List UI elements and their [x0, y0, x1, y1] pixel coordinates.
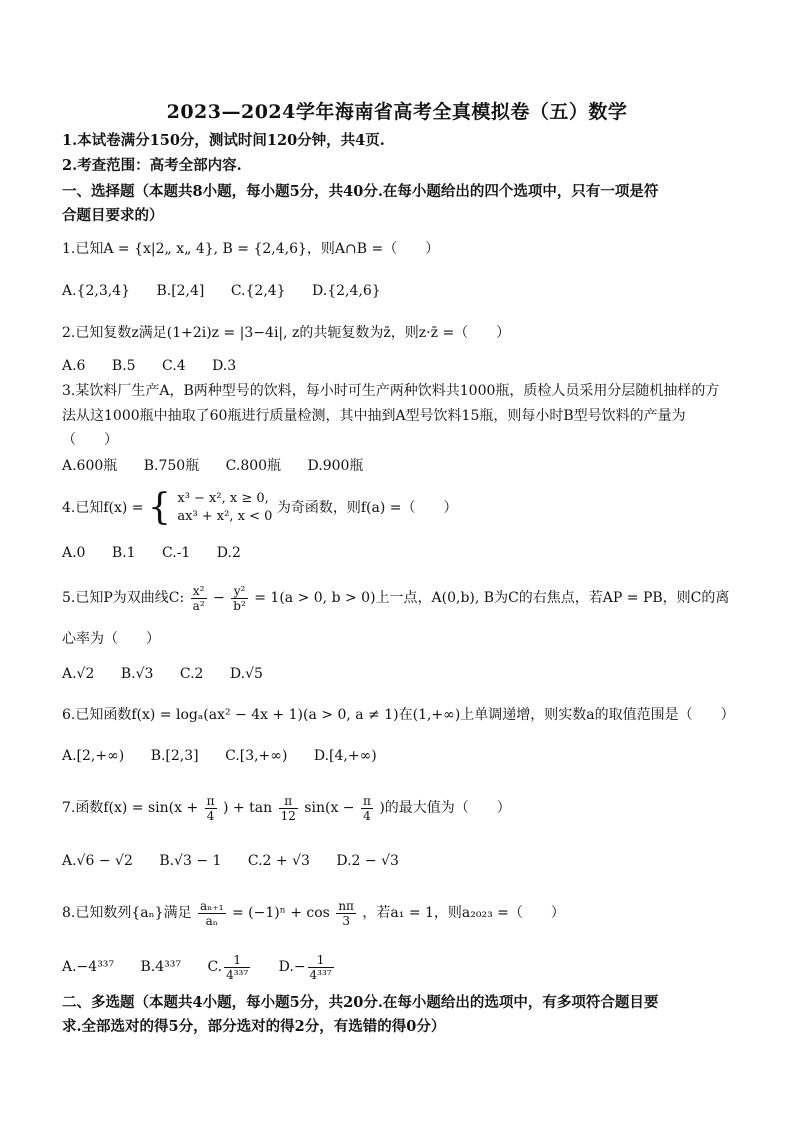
option-c	[207, 950, 252, 984]
question-4-options	[62, 542, 263, 564]
question-2-stem: 2.已知复数z满足(1+2i)z = |3−4i|, z的共轭复数为z̄，则z·z̄ =（ ）	[62, 325, 511, 341]
denominator: 3	[342, 913, 350, 928]
option-d: D.[4,+∞)	[313, 748, 377, 764]
note-2: 2.考查范围：高考全部内容.	[62, 157, 242, 174]
question-2-options	[62, 355, 258, 377]
section1-heading-line1: 一、选择题（本题共8小题，每小题5分，共40分.在每小题给出的四个选项中，只有一项是符	[62, 183, 659, 200]
note-1: 1.本试卷满分150分，测试时间120分钟，共4页.	[62, 132, 385, 149]
option-b: B.[2,3]	[150, 748, 199, 764]
option-c: C.800瓶	[225, 458, 282, 474]
stem-mid-1: ) + tan	[223, 800, 273, 816]
denominator: 4³³⁷	[309, 967, 332, 982]
option-b: B.[2,4]	[156, 283, 205, 299]
denominator: 4	[363, 808, 371, 823]
question-1-stem: 1.已知A = {x|2„ x„ 4}, B = {2,4,6}，则A∩B =（ ）	[62, 241, 440, 257]
option-d: D.900瓶	[307, 458, 364, 474]
denominator: aₙ	[205, 913, 218, 928]
option-c: C.-1	[162, 545, 191, 561]
option-d: D.√5	[229, 666, 263, 682]
question-3-stem-line2: 法从这1000瓶中抽取了60瓶进行质量检测，其中抽到A型号饮料15瓶，则每小时B型号饮料的产量为	[62, 408, 686, 424]
numerator: x²	[191, 584, 207, 599]
stem-prefix: 8.已知数列{aₙ}满足	[62, 905, 192, 921]
numerator: π	[362, 793, 371, 808]
numerator: 1	[308, 953, 334, 968]
option-c: C.2	[179, 666, 204, 682]
question-7-options	[62, 850, 421, 872]
option-a: A.0	[62, 545, 86, 561]
question-8-options	[62, 950, 358, 984]
option-b: B.√3	[120, 666, 154, 682]
stem-prefix: 7.函数f(x) = sin(x +	[62, 800, 199, 816]
stem-suffix: )的最大值为（ ）	[379, 800, 511, 816]
option-d-prefix: D.−	[278, 959, 306, 975]
option-b: B.1	[111, 545, 136, 561]
question-5-options	[62, 663, 285, 685]
fraction-npi-3	[336, 899, 356, 928]
fraction-pi-4-second	[361, 794, 373, 823]
stem-prefix: 4.已知f(x) =	[62, 500, 144, 516]
stem-suffix: 为奇函数，则f(a) =（ ）	[276, 500, 458, 516]
numerator: y²	[231, 584, 248, 599]
denominator: 4	[206, 808, 215, 823]
option-d: D.2	[216, 545, 241, 561]
option-d: D.3	[212, 358, 237, 374]
question-4-stem	[62, 488, 754, 528]
option-d: D.2 − √3	[336, 853, 399, 869]
case-2: ax³ + x², x < 0	[177, 509, 273, 524]
option-c-prefix: C.	[207, 959, 223, 975]
fraction-pi-4	[205, 794, 217, 823]
option-b: B.750瓶	[143, 458, 200, 474]
option-a: A.600瓶	[62, 458, 118, 474]
stem-mid-2: sin(x −	[304, 800, 355, 816]
question-3-stem-line3: （ ）	[62, 432, 118, 448]
question-3-stem-line1: 3.某饮料厂生产A，B两种型号的饮料，每小时可生产两种饮料共1000瓶，质检人员采用分层随机抽样的方	[62, 383, 720, 399]
denominator: 4³³⁷	[226, 967, 249, 982]
numerator: π	[279, 794, 298, 809]
denominator: a²	[192, 598, 205, 613]
fraction-ratio	[198, 899, 226, 928]
numerator: nπ	[338, 898, 354, 913]
question-1-options	[62, 280, 403, 302]
option-b: B.5	[111, 358, 136, 374]
piecewise-cases	[177, 490, 272, 526]
option-c: C.[3,+∞)	[225, 748, 288, 764]
question-7-stem	[62, 788, 754, 828]
numerator: 1	[224, 953, 250, 968]
question-5-stem	[62, 580, 754, 616]
fraction-x2-a2	[191, 584, 207, 613]
option-c: C.2 + √3	[247, 853, 310, 869]
option-a: A.6	[62, 358, 86, 374]
section2-heading-line2: 求.全部选对的得5分，部分选对的得2分，有选错的得0分）	[62, 1018, 446, 1035]
stem-mid: = (−1)ⁿ + cos	[231, 905, 330, 921]
question-3-options	[62, 455, 385, 477]
option-c: C.{2,4}	[230, 283, 286, 299]
fraction-y2-b2	[231, 584, 248, 613]
question-5-stem-line2: 心率为（ ）	[62, 631, 160, 647]
left-brace-icon: {	[148, 487, 171, 528]
stem-prefix: 5.已知P为双曲线C:	[62, 590, 185, 606]
denominator: 12	[280, 808, 296, 823]
numerator: aₙ₊₁	[200, 898, 224, 913]
option-c: C.4	[162, 358, 186, 374]
option-d: D.{2,4,6}	[312, 283, 381, 299]
section1-heading-line2: 合题目要求的）	[62, 207, 164, 224]
option-a: A.−4³³⁷	[62, 959, 115, 975]
case-1: x³ − x², x ≥ 0,	[177, 491, 269, 506]
stem-suffix: ，若a₁ = 1，则a₂₀₂₃ =（ ）	[362, 905, 565, 921]
option-a: A.√2	[62, 666, 95, 682]
option-a: A.[2,+∞)	[62, 748, 125, 764]
option-a: A.√6 − √2	[62, 853, 133, 869]
section2-heading-line1: 二、多选题（本题共4小题，每小题5分，共20分.在每小题给出的选项中，有多项符合题目要	[62, 994, 659, 1011]
denominator: b²	[233, 598, 246, 613]
minus-sign: −	[213, 590, 225, 606]
option-a: A.{2,3,4}	[62, 283, 130, 299]
numerator: π	[206, 793, 215, 808]
fraction-neg-1-over-4-337	[308, 953, 334, 982]
stem-mid: = 1(a > 0, b > 0)上一点，A(0,b), B为C的右焦点，若AP = PB，则C的离	[254, 590, 730, 606]
page-title: 2023—2024学年海南省高考全真模拟卷（五）数学	[166, 101, 628, 123]
question-6-options	[62, 745, 399, 767]
option-b: B.4³³⁷	[140, 959, 181, 975]
question-8-stem	[62, 893, 754, 933]
fraction-pi-12	[279, 794, 298, 823]
fraction-1-over-4-337	[224, 953, 250, 982]
question-6-stem: 6.已知函数f(x) = logₐ(ax² − 4x + 1)(a > 0, a ≠ 1)在(1,+∞)上单调递增，则实数a的取值范围是（ ）	[62, 707, 735, 723]
option-b: B.√3 − 1	[159, 853, 222, 869]
option-d	[279, 950, 336, 984]
